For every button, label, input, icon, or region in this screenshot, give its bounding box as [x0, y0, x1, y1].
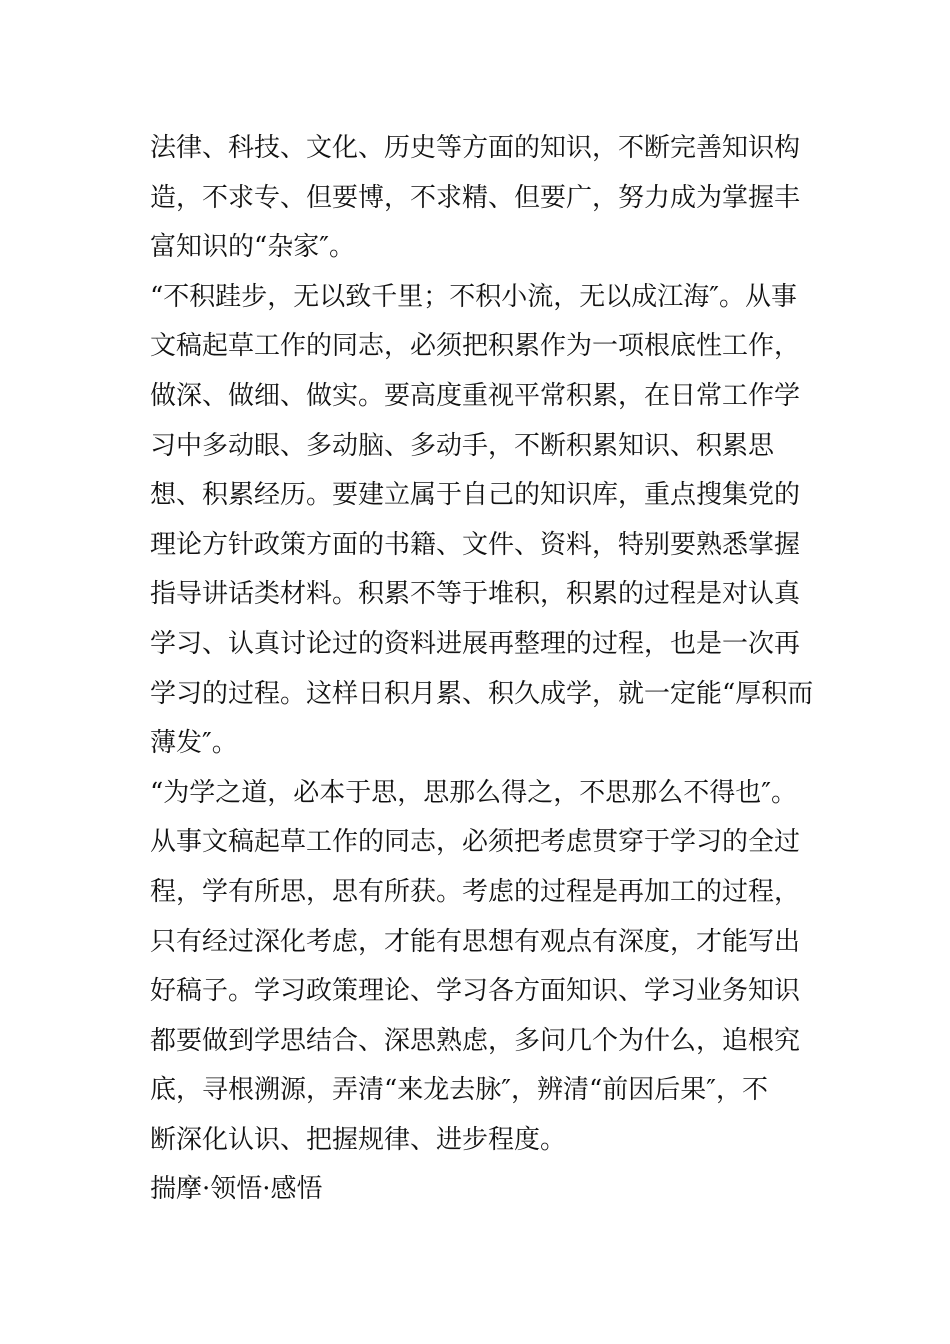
section-heading: 揣摩·领悟·感悟	[150, 1174, 323, 1205]
text-line-5: 文稿起草工作的同志，必须把积累作为一项根底性工作，	[150, 331, 801, 362]
text-line-20: 底，寻根溯源，弄清“来龙去脉″，辨清“前因后果″，不	[150, 1075, 769, 1106]
text-line-18: 好稿子。学习政策理论、学习各方面知识、学习业务知识	[150, 976, 801, 1007]
text-line-17: 只有经过深化考虑，才能有思想有观点有深度，才能写出	[150, 926, 801, 957]
text-line-11: 学习、认真讨论过的资料进展再整理的过程，也是一次再	[150, 628, 801, 659]
text-line-10: 指导讲话类材料。积累不等于堆积，积累的过程是对认真	[150, 579, 801, 610]
text-line-15: 从事文稿起草工作的同志，必须把考虑贯穿于学习的全过	[150, 827, 801, 858]
text-line-21: 断深化认识、把握规律、进步程度。	[150, 1124, 567, 1155]
text-line-14: “为学之道，必本于思，思那么得之，不思那么不得也″。	[150, 777, 798, 808]
text-line-16: 程，学有所思，思有所获。考虑的过程是再加工的过程，	[150, 876, 801, 907]
document-body	[150, 124, 814, 1215]
text-line-6: 做深、做细、做实。要高度重视平常积累，在日常工作学	[150, 380, 801, 411]
text-line-8: 想、积累经历。要建立属于自己的知识库，重点搜集党的	[150, 480, 801, 511]
text-line-9: 理论方针政策方面的书籍、文件、资料，特别要熟悉掌握	[150, 529, 801, 560]
text-line-7: 习中多动眼、多动脑、多动手，不断积累知识、积累思	[150, 430, 775, 461]
text-line-19: 都要做到学思结合、深思熟虑，多问几个为什么，追根究	[150, 1025, 801, 1056]
text-line-4: “不积跬步，无以致千里；不积小流，无以成江海″。从事	[150, 281, 798, 312]
text-line-1: 法律、科技、文化、历史等方面的知识，不断完善知识构	[150, 133, 801, 163]
text-line-3: 富知识的“杂家″。	[150, 232, 356, 263]
text-line-2: 造，不求专、但要博，不求精、但要广，努力成为掌握丰	[150, 182, 801, 213]
text-line-12: 学习的过程。这样日积月累、积久成学，就一定能“厚积而	[150, 678, 814, 709]
text-line-13: 薄发″。	[150, 728, 238, 759]
